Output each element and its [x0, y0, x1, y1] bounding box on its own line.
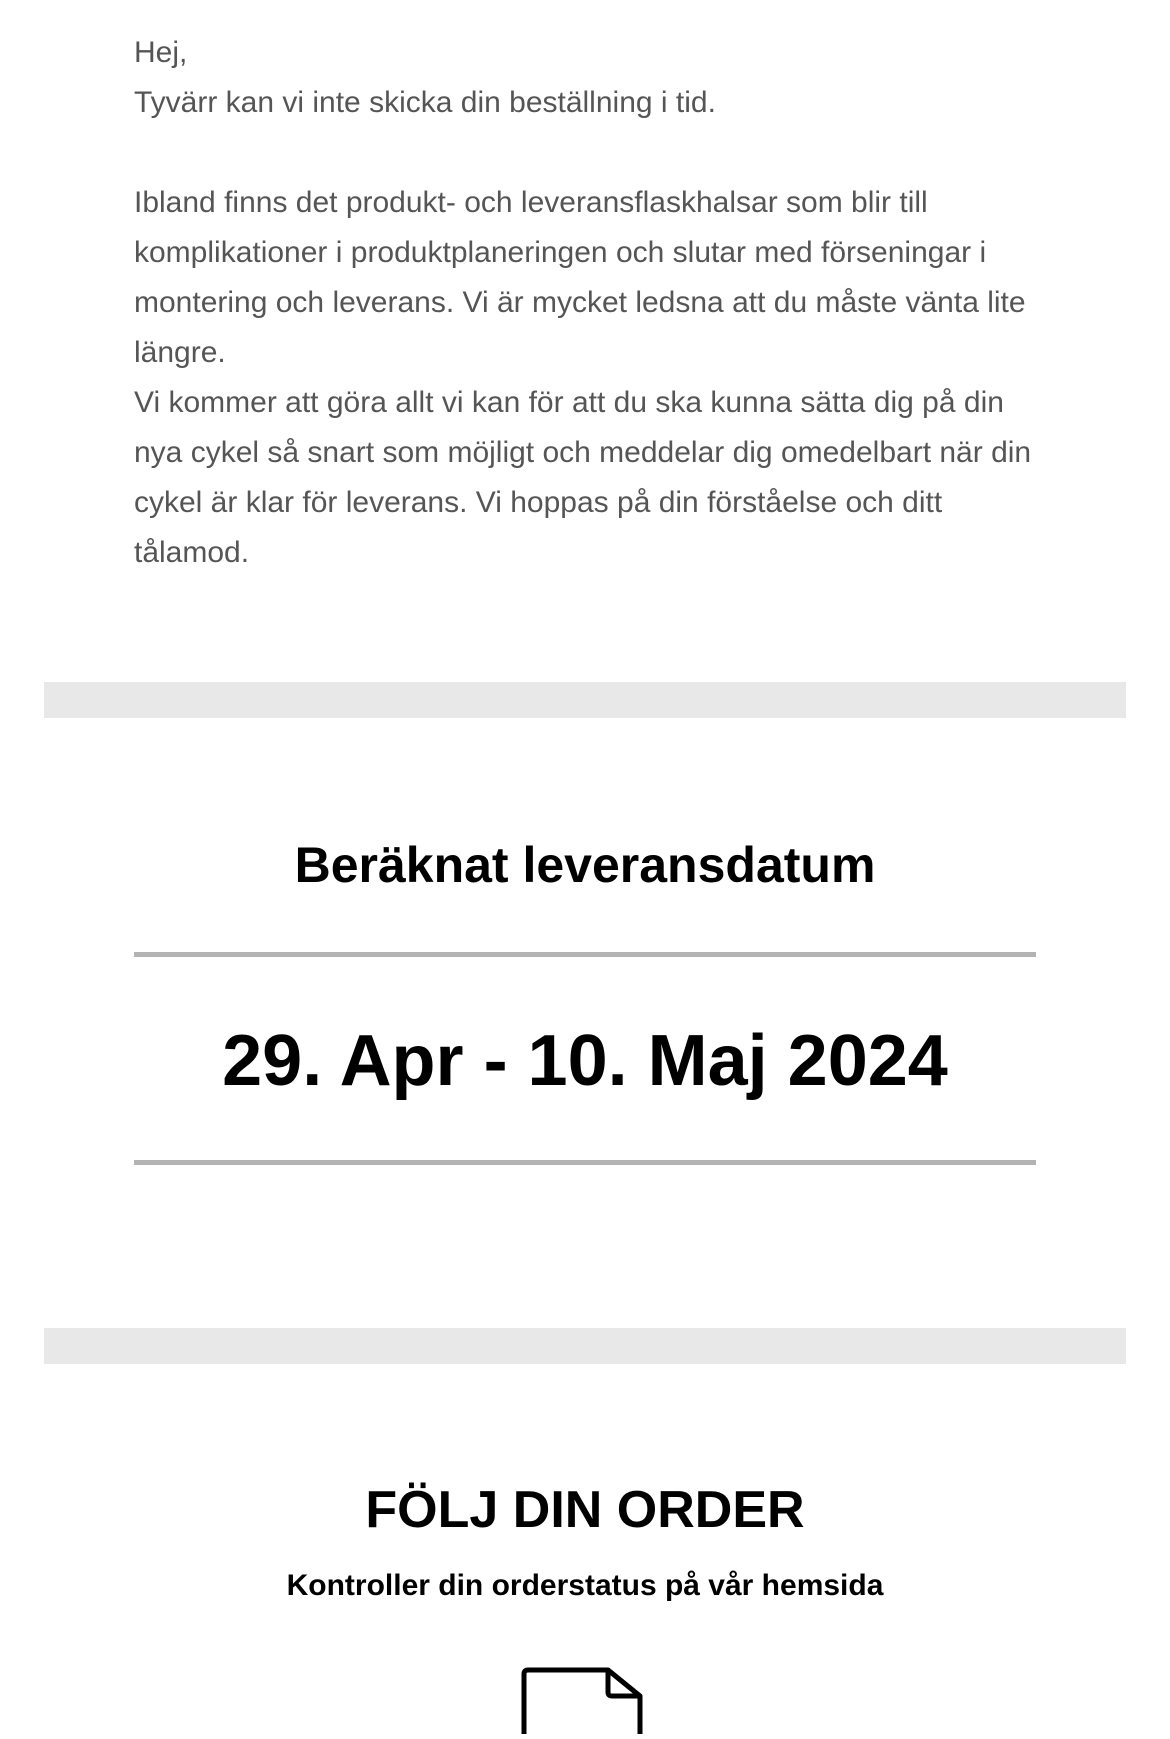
explanation-paragraph: Ibland finns det produkt- och leveransflaskhalsar som blir till komplikationer i produktplaneringen och slutar med förseningar i montering och leverans. Vi är mycket ledsna att du måste vänta lite längre. [134, 186, 1034, 369]
section-divider [44, 682, 1126, 718]
delay-notice-text: Tyvärr kan vi inte skicka din beställning i tid. [134, 86, 716, 119]
track-order-subheading[interactable]: Kontroller din orderstatus på vår hemsida [286, 1569, 884, 1602]
date-rule-bottom [134, 1160, 1036, 1165]
greeting-text: Hej, [134, 36, 188, 69]
section-divider [44, 1328, 1126, 1364]
track-order-heading[interactable]: FÖLJ DIN ORDER [365, 1481, 805, 1539]
email-intro [134, 28, 1054, 578]
delivery-heading: Beräknat leveransdatum [294, 837, 876, 893]
paragraph-gap [134, 128, 1054, 178]
delivery-date-range: 29. Apr - 10. Maj 2024 [222, 1021, 948, 1101]
date-rule-top [134, 952, 1036, 957]
document-icon[interactable] [518, 1664, 652, 1734]
apology-paragraph: Vi kommer att göra allt vi kan för att du ska kunna sätta dig på din nya cykel så snart som möjligt och meddelar dig omedelbart när din cykel är klar för leverans. Vi hoppas på din förståelse och ditt tålamod. [134, 386, 1040, 569]
